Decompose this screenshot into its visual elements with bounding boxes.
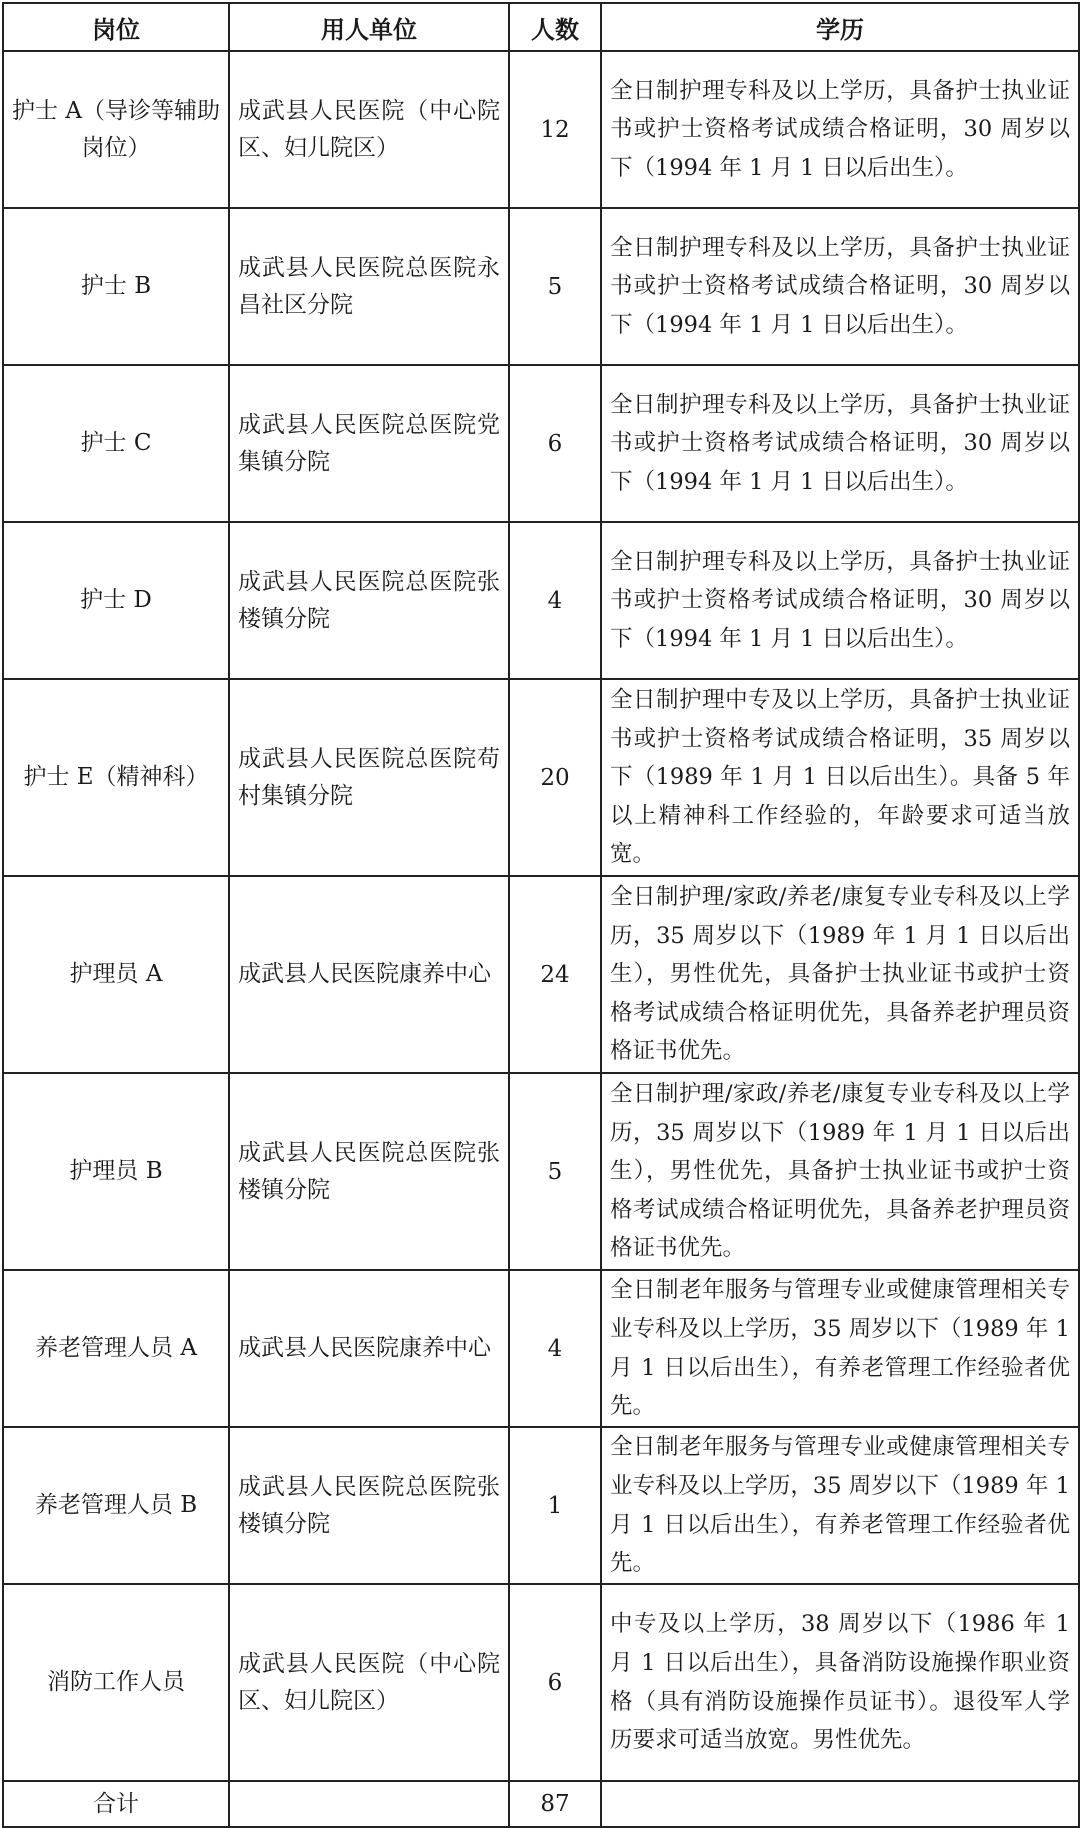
table-row [3, 679, 1079, 876]
cell-position: 护士 C [3, 365, 229, 522]
cell-position: 护士 D [3, 522, 229, 679]
cell-education: 全日制护理专科及以上学历，具备护士执业证书或护士资格考试成绩合格证明，30 周岁以下（1994 年 1 月 1 日以后出生）。 [601, 51, 1079, 208]
cell-unit: 成武县人民医院（中心院区、妇儿院区） [229, 51, 509, 208]
cell-unit: 成武县人民医院康养中心 [229, 1270, 509, 1427]
header-position: 岗位 [3, 3, 229, 51]
table-header-row [3, 3, 1079, 51]
recruitment-table [2, 2, 1080, 1828]
cell-count: 6 [509, 1584, 601, 1781]
header-education: 学历 [601, 3, 1079, 51]
cell-count: 1 [509, 1427, 601, 1584]
table-row [3, 208, 1079, 365]
cell-position: 护士 B [3, 208, 229, 365]
cell-education: 全日制护理中专及以上学历，具备护士执业证书或护士资格考试成绩合格证明，35 周岁以下（1989 年 1 月 1 日以后出生）。具备 5 年以上精神科工作经验的，年龄要求可适当放宽。 [601, 679, 1079, 876]
total-row [3, 1781, 1079, 1827]
cell-position: 消防工作人员 [3, 1584, 229, 1781]
cell-position: 护士 A（导诊等辅助岗位） [3, 51, 229, 208]
total-education-empty [601, 1781, 1079, 1827]
cell-education: 全日制老年服务与管理专业或健康管理相关专业专科及以上学历，35 周岁以下（1989 年 1 月 1 日以后出生），有养老管理工作经验者优先。 [601, 1427, 1079, 1584]
total-count: 87 [509, 1781, 601, 1827]
cell-education: 全日制护理专科及以上学历，具备护士执业证书或护士资格考试成绩合格证明，30 周岁以下（1994 年 1 月 1 日以后出生）。 [601, 208, 1079, 365]
cell-count: 24 [509, 876, 601, 1073]
cell-unit: 成武县人民医院康养中心 [229, 876, 509, 1073]
cell-education: 中专及以上学历，38 周岁以下（1986 年 1 月 1 日以后出生），具备消防设施操作职业资格（具有消防设施操作员证书）。退役军人学历要求可适当放宽。男性优先。 [601, 1584, 1079, 1781]
cell-position: 护理员 B [3, 1073, 229, 1270]
cell-count: 4 [509, 522, 601, 679]
cell-count: 12 [509, 51, 601, 208]
cell-count: 20 [509, 679, 601, 876]
cell-count: 6 [509, 365, 601, 522]
cell-education: 全日制护理/家政/养老/康复专业专科及以上学历，35 周岁以下（1989 年 1 月 1 日以后出生），男性优先，具备护士执业证书或护士资格考试成绩合格证明优先，具备养老护理员资格证书优先。 [601, 876, 1079, 1073]
cell-education: 全日制老年服务与管理专业或健康管理相关专业专科及以上学历，35 周岁以下（1989 年 1 月 1 日以后出生），有养老管理工作经验者优先。 [601, 1270, 1079, 1427]
table-row [3, 365, 1079, 522]
cell-count: 4 [509, 1270, 601, 1427]
header-unit: 用人单位 [229, 3, 509, 51]
cell-count: 5 [509, 208, 601, 365]
total-label: 合计 [3, 1781, 229, 1827]
cell-position: 护理员 A [3, 876, 229, 1073]
table-row [3, 1073, 1079, 1270]
table-row [3, 876, 1079, 1073]
cell-position: 护士 E（精神科） [3, 679, 229, 876]
cell-education: 全日制护理专科及以上学历，具备护士执业证书或护士资格考试成绩合格证明，30 周岁以下（1994 年 1 月 1 日以后出生）。 [601, 522, 1079, 679]
table-row [3, 1584, 1079, 1781]
cell-unit: 成武县人民医院（中心院区、妇儿院区） [229, 1584, 509, 1781]
cell-position: 养老管理人员 B [3, 1427, 229, 1584]
cell-education: 全日制护理专科及以上学历，具备护士执业证书或护士资格考试成绩合格证明，30 周岁以下（1994 年 1 月 1 日以后出生）。 [601, 365, 1079, 522]
table-row [3, 522, 1079, 679]
cell-unit: 成武县人民医院总医院张楼镇分院 [229, 522, 509, 679]
cell-count: 5 [509, 1073, 601, 1270]
cell-unit: 成武县人民医院总医院永昌社区分院 [229, 208, 509, 365]
cell-unit: 成武县人民医院总医院苟村集镇分院 [229, 679, 509, 876]
cell-education: 全日制护理/家政/养老/康复专业专科及以上学历，35 周岁以下（1989 年 1 月 1 日以后出生），男性优先，具备护士执业证书或护士资格考试成绩合格证明优先，具备养老护理员资格证书优先。 [601, 1073, 1079, 1270]
header-count: 人数 [509, 3, 601, 51]
table-row [3, 1427, 1079, 1584]
cell-position: 养老管理人员 A [3, 1270, 229, 1427]
table-row [3, 51, 1079, 208]
cell-unit: 成武县人民医院总医院张楼镇分院 [229, 1073, 509, 1270]
cell-unit: 成武县人民医院总医院张楼镇分院 [229, 1427, 509, 1584]
total-unit-empty [229, 1781, 509, 1827]
cell-unit: 成武县人民医院总医院党集镇分院 [229, 365, 509, 522]
table-row [3, 1270, 1079, 1427]
